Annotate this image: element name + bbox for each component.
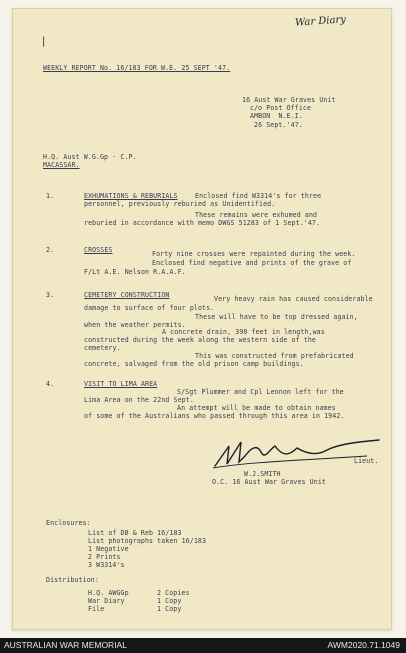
section-text-line: An attempt will be made to obtain names	[177, 404, 336, 412]
distribution-recipient: H.Q. AWGGp	[88, 589, 129, 597]
section-text-line: Lima Area on the 22nd Sept.	[84, 396, 194, 404]
signatory-position: O.C. 16 Aust War Graves Unit	[212, 478, 326, 486]
section-text-line: reburied in accordance with memo DWGS 51283 of 1 Sept.'47.	[84, 219, 321, 227]
section-text-line: Very heavy rain has caused considerable	[214, 295, 373, 303]
enclosures-heading: Enclosures:	[46, 519, 91, 527]
footer-institution: AUSTRALIAN WAR MEMORIAL	[4, 640, 127, 650]
section-text-line: constructed during the week along the western side of the	[84, 336, 316, 344]
section-number: 2.	[46, 246, 55, 254]
section-text-line: Enclosed find W3314's for three	[195, 192, 322, 200]
section-number: 4.	[46, 380, 55, 388]
enclosure-item: List photographs taken 16/183	[88, 537, 207, 545]
section-heading: EXHUMATIONS & REBURIALS	[84, 192, 178, 200]
recipient-line-1: H.Q. Aust W.G.Gp - C.P.	[43, 153, 137, 161]
distribution-copies: 2 Copies	[157, 589, 190, 597]
section-text-line: cemetery.	[84, 344, 121, 352]
section-text-line: Forty nine crosses were repainted during the week.	[152, 250, 356, 258]
archive-footer-bar	[0, 638, 406, 653]
address-line-3: AMBON N.E.I.	[250, 112, 303, 120]
section-text-line: S/Sgt Plummer and Cpl Lennon left for the	[177, 388, 344, 396]
distribution-heading: Distribution:	[46, 576, 99, 584]
margin-mark: |	[42, 36, 46, 47]
report-date: 26 Sept.'47.	[254, 121, 303, 129]
section-text-line: of some of the Australians who passed through this area in 1942.	[84, 412, 345, 420]
document-page	[12, 8, 392, 630]
recipient-line-2: MACASSAR.	[43, 161, 80, 169]
section-text-line: These will have to be top dressed again,	[195, 313, 358, 321]
distribution-copies: 1 Copy	[157, 605, 182, 613]
enclosure-item: 2 Prints	[88, 553, 121, 561]
distribution-recipient: War Diary	[88, 597, 125, 605]
section-number: 1.	[46, 192, 55, 200]
section-text-line: A concrete drain, 390 feet in length,was	[162, 328, 325, 336]
section-text-line: F/Lt A.E. Nelson R.A.A.F.	[84, 268, 186, 276]
section-text-line: This was constructed from prefabricated	[195, 352, 354, 360]
section-text-line: personnel, previously reburied as Unidentified.	[84, 200, 276, 208]
handwritten-signature	[207, 430, 387, 472]
section-heading: VISIT TO LIMA AREA	[84, 380, 158, 388]
signature-rank: Lieut.	[354, 457, 379, 465]
section-text-line: damage to surface of four plots.	[84, 304, 215, 312]
section-heading: CROSSES	[84, 246, 113, 254]
signatory-name: W.J.SMITH	[244, 470, 281, 478]
section-text-line: concrete, salvaged from the old prison camp buildings.	[84, 360, 304, 368]
report-title: WEEKLY REPORT No. 16/183 FOR W.E. 25 SEPT '47.	[43, 64, 231, 72]
address-line-1: 16 Aust War Graves Unit	[242, 96, 336, 104]
enclosure-item: List of DB & Reb 16/183	[88, 529, 182, 537]
enclosure-item: 1 Negative	[88, 545, 129, 553]
enclosure-item: 3 W3314's	[88, 561, 125, 569]
section-heading: CEMETERY CONSTRUCTION	[84, 291, 170, 299]
address-line-2: c/o Post Office	[250, 104, 312, 112]
section-number: 3.	[46, 291, 55, 299]
section-text-line: Enclosed find negative and prints of the grave of	[152, 259, 352, 267]
distribution-copies: 1 Copy	[157, 597, 182, 605]
footer-accession-number: AWM2020.71.1049	[327, 640, 400, 650]
war-diary-annotation: War Diary	[294, 14, 347, 29]
section-text-line: These remains were exhumed and	[195, 211, 318, 219]
distribution-recipient: File	[88, 605, 105, 613]
section-text-line: when the weather permits.	[84, 321, 186, 329]
